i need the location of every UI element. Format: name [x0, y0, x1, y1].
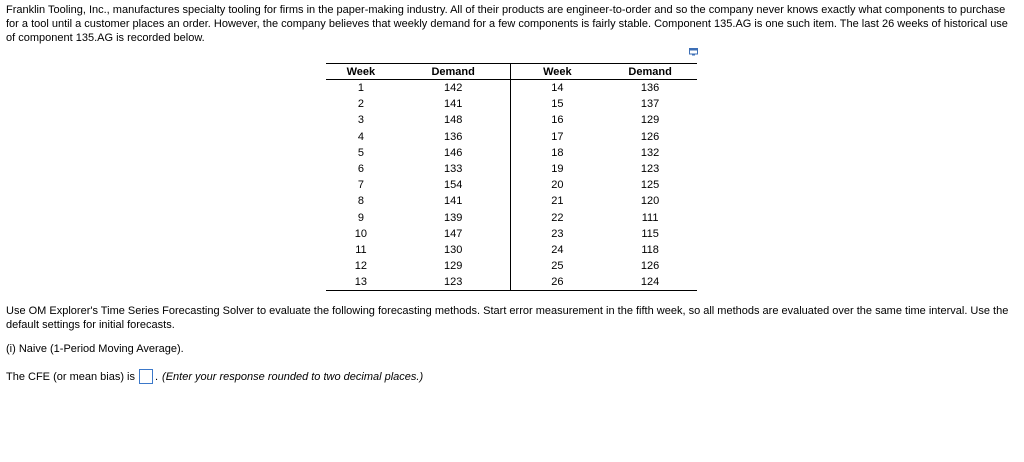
week-cell: 16	[551, 114, 564, 127]
table-row	[326, 96, 697, 112]
week-cell: 17	[551, 130, 564, 143]
demand-cell: 120	[640, 195, 660, 208]
cfe-question	[6, 369, 423, 384]
copy-data-icon[interactable]	[689, 48, 698, 56]
week-cell: 12	[354, 260, 368, 273]
demand-table	[326, 63, 697, 291]
week-cell: 7	[357, 179, 364, 192]
cfe-prompt-text: The CFE (or mean bias) is	[6, 370, 135, 383]
demand-cell: 115	[641, 227, 659, 240]
table-row	[326, 80, 697, 97]
week-cell: 10	[354, 227, 368, 240]
demand-cell: 142	[396, 80, 511, 97]
demand-cell: 118	[641, 243, 659, 256]
header-demand-1: Demand	[396, 64, 511, 80]
cfe-answer-input[interactable]	[139, 369, 153, 384]
demand-cell: 129	[396, 258, 511, 274]
week-cell: 11	[355, 243, 367, 256]
header-week-2: Week	[511, 64, 603, 80]
cfe-prompt-period: .	[154, 370, 159, 383]
demand-cell: 136	[396, 129, 511, 145]
table-row	[326, 258, 697, 274]
week-cell: 5	[357, 146, 364, 159]
demand-cell: 132	[640, 146, 660, 159]
table-row	[326, 242, 697, 258]
table-row	[326, 274, 697, 291]
intro-paragraph: Franklin Tooling, Inc., manufactures specialty tooling for firms in the paper-making industry. All of their products are engineer-to-order and so the company never knows exactly what components to purchase for a tool until a customer places an order. However, the company believes that weekly demand for a few components is fairly stable. Component 135.AG is one such item. The last 26 weeks of historical use of component 135.AG is recorded below.	[6, 4, 1008, 44]
week-cell: 4	[357, 130, 364, 143]
demand-cell: 126	[640, 260, 660, 273]
header-demand-2: Demand	[603, 64, 697, 80]
demand-cell: 130	[396, 242, 511, 258]
week-cell: 1	[357, 82, 364, 95]
demand-cell: 124	[603, 274, 697, 291]
part-label: (i) Naive (1-Period Moving Average).	[6, 343, 184, 355]
table-row	[326, 193, 697, 209]
cfe-hint-text: (Enter your response rounded to two decimal places.)	[162, 370, 424, 383]
table-row	[326, 226, 697, 242]
demand-cell: 123	[640, 163, 660, 176]
demand-cell: 133	[396, 161, 511, 177]
demand-cell: 141	[396, 96, 511, 112]
week-cell: 25	[551, 260, 564, 273]
week-cell: 23	[551, 227, 564, 240]
demand-cell: 111	[641, 211, 659, 224]
demand-cell: 137	[640, 98, 660, 111]
demand-cell: 154	[396, 177, 511, 193]
table-row	[326, 161, 697, 177]
week-cell: 9	[357, 211, 364, 224]
week-cell: 6	[357, 163, 364, 176]
week-cell: 24	[551, 243, 564, 256]
week-cell: 2	[357, 98, 364, 111]
week-cell: 3	[357, 114, 364, 127]
week-cell: 8	[357, 195, 364, 208]
demand-cell: 126	[640, 130, 660, 143]
week-cell: 18	[551, 146, 564, 159]
table-row	[326, 129, 697, 145]
week-cell: 19	[551, 163, 564, 176]
table-row	[326, 112, 697, 128]
week-cell: 15	[551, 98, 564, 111]
table-row	[326, 210, 697, 226]
demand-cell: 148	[396, 112, 511, 128]
table-row	[326, 177, 697, 193]
table-row	[326, 145, 697, 161]
demand-cell: 141	[396, 193, 511, 209]
demand-cell: 146	[396, 145, 511, 161]
demand-cell: 129	[640, 114, 660, 127]
week-cell: 20	[551, 179, 564, 192]
demand-cell: 139	[396, 210, 511, 226]
week-cell: 13	[326, 274, 396, 291]
demand-cell: 136	[640, 82, 660, 95]
week-cell: 22	[551, 211, 564, 224]
week-cell: 26	[511, 274, 603, 291]
demand-cell: 125	[640, 179, 660, 192]
demand-cell: 147	[396, 226, 511, 242]
instructions-paragraph: Use OM Explorer's Time Series Forecasting Solver to evaluate the following forecasting methods. Start error measurement in the fifth week, so all methods are evaluated over the same time interval. Use the default settings for initial forecasts.	[6, 305, 1009, 331]
demand-cell: 123	[396, 274, 511, 291]
week-cell: 14	[551, 82, 564, 95]
table-header-row	[326, 64, 697, 80]
week-cell: 21	[551, 195, 564, 208]
header-week-1: Week	[326, 64, 396, 80]
